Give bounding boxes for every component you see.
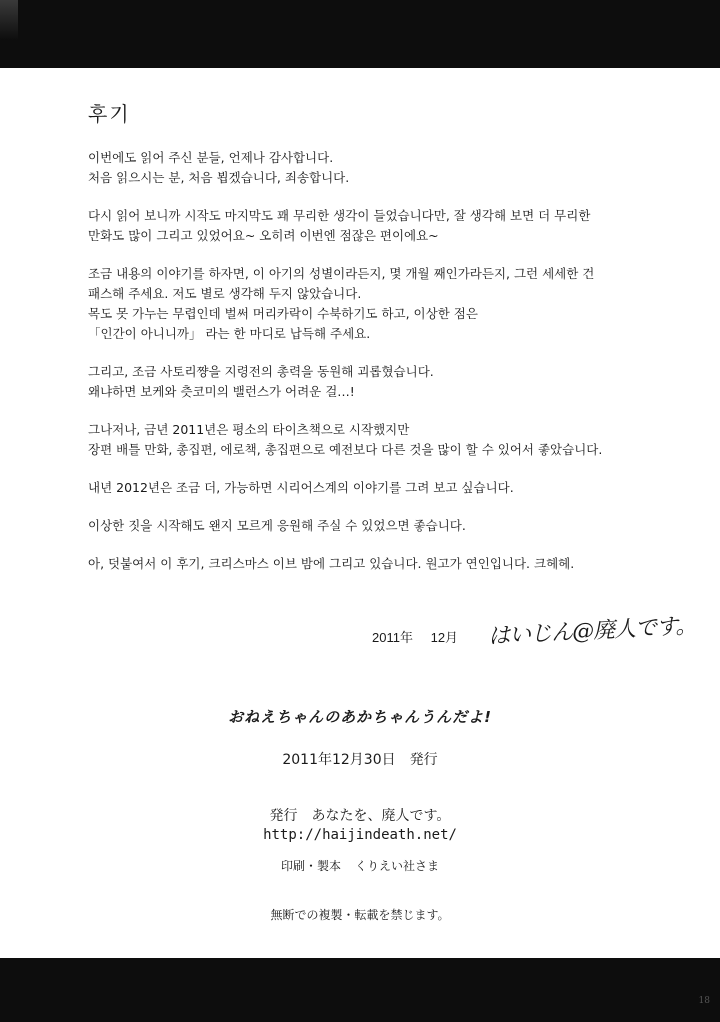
publisher-url: http://haijindeath.net/ <box>263 827 457 843</box>
letter-line: 그나저나, 금년 2011년은 평소의 타이츠책으로 시작했지만 <box>88 422 410 437</box>
colophon <box>0 706 720 923</box>
letter-line: 다시 읽어 보니까 시작도 마지막도 꽤 무리한 생각이 들었습니다만, 잘 생각해 보면 더 무리한 <box>88 208 591 223</box>
book-title: おねえちゃんのあかちゃんうんだよ! <box>228 708 492 726</box>
letter-line: 처음 읽으시는 분, 처음 뵙겠습니다, 죄송합니다. <box>88 170 350 185</box>
sign-month: 12月 <box>430 630 459 645</box>
printer-label: 印刷・製本 <box>280 859 341 873</box>
letter-line: 목도 못 가누는 무렵인데 벌써 머리카락이 수북하기도 하고, 이상한 점은 <box>88 306 478 321</box>
letter-line: 내년 2012년은 조금 더, 가능하면 시리어스계의 이야기를 그려 보고 싶습니다. <box>88 480 514 495</box>
paragraph-4 <box>88 362 648 402</box>
issue-date: 2011年12月30日 <box>282 752 396 768</box>
sign-date <box>372 627 472 646</box>
issue-label: 発行 <box>409 752 438 768</box>
afterword-letter <box>88 148 648 592</box>
paragraph-1 <box>88 148 648 188</box>
afterword-heading: 후기 <box>88 102 131 126</box>
handwritten-signature: はいじん@廃人です。 <box>487 613 697 650</box>
letter-line: 왜냐하면 보케와 츳코미의 밸런스가 어려운 걸…! <box>88 384 355 399</box>
sign-year: 2011年 <box>372 630 413 645</box>
paragraph-5 <box>88 420 648 460</box>
letter-line: 패스해 주세요. 저도 별로 생각해 두지 않았습니다. <box>88 286 362 301</box>
letter-line: 「인간이 아니니까」 라는 한 마디로 납득해 주세요. <box>88 326 371 341</box>
issue-date-row <box>0 749 720 769</box>
publisher-row <box>0 805 720 825</box>
top-black-band <box>0 0 720 68</box>
letter-line: 장편 배틀 만화, 총집편, 에로책, 총집편으로 예전보다 다른 것을 많이 할 수 있어서 좋았습니다. <box>88 442 603 457</box>
letter-line: 아, 덧붙여서 이 후기, 크리스마스 이브 밤에 그리고 있습니다. 원고가 연인입니다. 크헤헤. <box>88 556 575 571</box>
paragraph-8 <box>88 554 648 574</box>
page-number: 18 <box>698 996 710 1006</box>
letter-line: 만화도 많이 그리고 있었어요~ 오히려 이번엔 점잖은 편이에요~ <box>88 228 439 243</box>
letter-line: 이번에도 읽어 주신 분들, 언제나 감사합니다. <box>88 150 334 165</box>
letter-line: 조금 내용의 이야기를 하자면, 이 아기의 성별이라든지, 몇 개월 째인가라든지, 그런 세세한 건 <box>88 266 595 281</box>
printer-name: くりえい社さま <box>355 859 440 873</box>
publisher-name: あなたを、廃人です。 <box>311 808 451 824</box>
paragraph-7 <box>88 516 648 536</box>
paragraph-2 <box>88 206 648 246</box>
scan-artifact <box>0 0 18 40</box>
copyright-notice: 無断での複製・転載を禁じます。 <box>270 908 450 922</box>
printer-row <box>0 857 720 874</box>
paragraph-6 <box>88 478 648 498</box>
letter-line: 이상한 짓을 시작해도 왠지 모르게 응원해 주실 수 있었으면 좋습니다. <box>88 518 466 533</box>
bottom-black-band <box>0 958 720 1022</box>
paragraph-3 <box>88 264 648 344</box>
letter-line: 그리고, 조금 사토리쨩을 지령전의 총력을 동원해 괴롭혔습니다. <box>88 364 434 379</box>
publisher-label: 発行 <box>269 808 298 824</box>
